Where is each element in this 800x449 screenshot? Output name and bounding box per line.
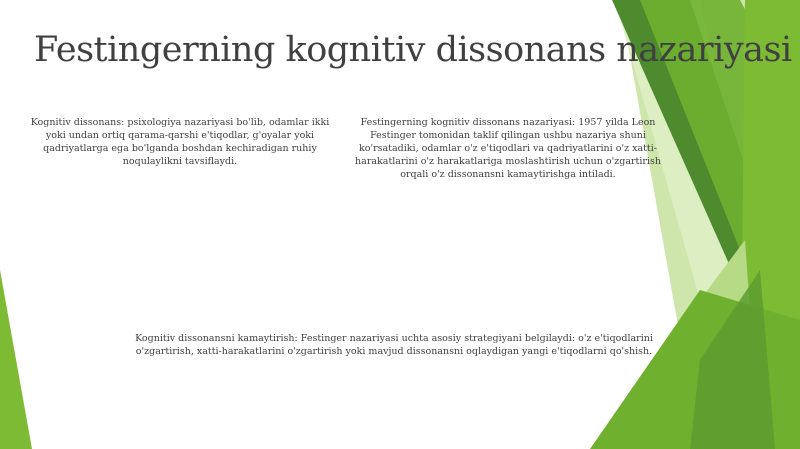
text-block-definition: Kognitiv dissonans: psixologiya nazariyasi bo'lib, odamlar ikki yoki undan ortiq qarama-qarshi e'tiqodlar, g'oyalar yoki qadriyatlarga ega bo'lganda boshdan kechiradigan ruhiy noqulaylikni tavsiflaydi. bbox=[30, 117, 330, 167]
left-corner-shape bbox=[0, 270, 32, 449]
text-block-reduction: Kognitiv dissonansni kamaytirish: Festinger nazariyasi uchta asosiy strategiyani belgilaydi: o'z e'tiqodlarini o'zgartirish, xatti-harakatlarini o'zgartirish yoki mavjud dissonansni oqlaydigan yangi e'tiqodlarni qo'shish. bbox=[135, 333, 653, 357]
slide-title: Festingerning kognitiv dissonans nazariyasi bbox=[34, 30, 792, 70]
text-block-theory: Festingerning kognitiv dissonans nazariyasi: 1957 yilda Leon Festinger tomonidan taklif qilingan ushbu nazariya shuni ko'rsatadiki, odamlar o'z e'tiqodlari va qadriyatlarini o'z xatti-harakatlarini o'z harakatlariga moslashtirish uchun o'zgartirish orqali o'z dissonansni kamaytirishga intiladi. bbox=[355, 117, 661, 180]
